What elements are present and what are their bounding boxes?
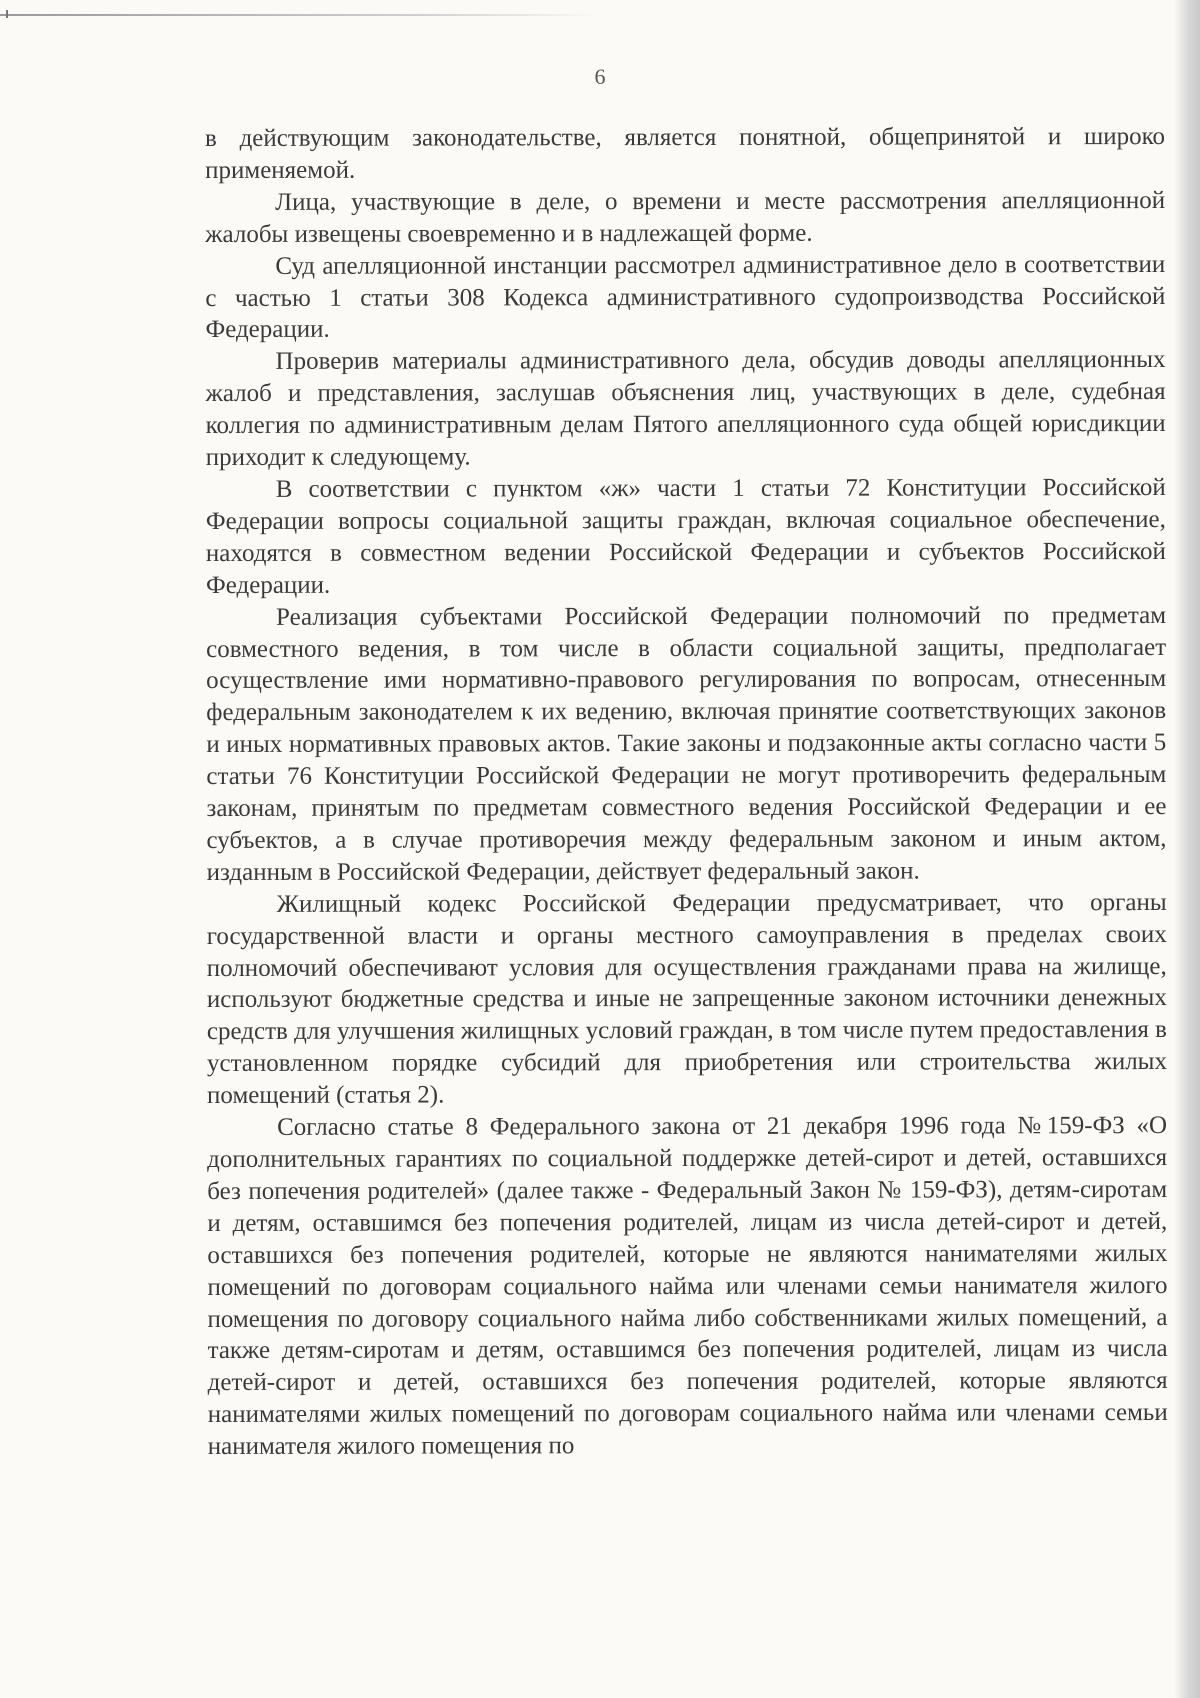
document-body: [205, 121, 1168, 1463]
paragraph-panel-conclusion: Проверив материалы административного дела, обсудив доводы апелляционных жалоб и представления, заслушав объяснения лиц, участвующих в деле, судебная коллегия по административным делам Пятого апелляционного суда общей юрисдикции приходит к следующему.: [205, 346, 1166, 472]
paragraph-continuation: в действующим законодательстве, является понятной, общепринятой и широко применяемой.: [205, 122, 1166, 184]
scan-top-edge: [0, 14, 600, 16]
paragraph-joint-jurisdiction: Реализация субъектами Российской Федерации полномочий по предметам совместного ведения, в том числе в области социальной защиты, предполагает осуществление ими нормативно-правового регулирования по вопросам, отнесенным федеральным законодателем к их ведению, включая принятие соответствующих законов и иных нормативных правовых актов. Такие законы и подзаконные акты согласно части 5 статьи 76 Конституции Российской Федерации не могут противоречить федеральным законам, принятым по предметам совместного ведения Российской Федерации и ее субъектов, а в случае противоречия между федеральным законом и иным актом, изданным в Российской Федерации, действует федеральный закон.: [206, 601, 1167, 886]
scan-right-edge-shadow: [1174, 0, 1200, 1698]
paragraph-constitution-article-72: В соответствии с пунктом «ж» части 1 статьи 72 Конституции Российской Федерации вопросы социальной защиты граждан, включая социальное обеспечение, находятся в совместном ведении Российской Федерации и субъектов Российской Федерации.: [205, 473, 1166, 599]
paragraph-housing-code: Жилищный кодекс Российской Федерации предусматривает, что органы государственной власти и органы местного самоуправления в пределах своих полномочий обеспечивают условия для осуществления гражданами права на жилище, используют бюджетные средства и иные не запрещенные законом источники денежных средств для улучшения жилищных условий граждан, в том числе путем предоставления в установленном порядке субсидий для приобретения или строительства жилых помещений (статья 2).: [206, 888, 1167, 1110]
page-number: 6: [594, 64, 606, 89]
paragraph-participants-notified: Лица, участвующие в деле, о времени и месте рассмотрения апелляционной жалобы извещены своевременно и в надлежащей форме.: [205, 186, 1166, 248]
paragraph-federal-law-159: Согласно статье 8 Федерального закона от 21 декабря 1996 года №159-ФЗ «О дополнительных гарантиях по социальной поддержке детей-сирот и детей, оставшихся без попечения родителей» (далее также - Федеральный Закон № 159-ФЗ), детям-сиротам и детям, оставшимся без попечения родителей, лицам из числа детей-сирот и детей, оставшихся без попечения родителей, которые не являются нанимателями жилых помещений по договорам социального найма или членами семьи нанимателя жилого помещения по договору социального найма либо собственниками жилых помещений, а также детям-сиротам и детям, оставшимся без попечения родителей, лицам из числа детей-сирот и детей, оставшихся без попечения родителей, которые являются нанимателями жилых помещений по договорам социального найма или членами семьи нанимателя жилого помещения по: [207, 1112, 1168, 1461]
scan-corner-mark: [6, 10, 8, 18]
paragraph-court-review: Суд апелляционной инстанции рассмотрел административное дело в соответствии с частью 1 статьи 308 Кодекса административного судопроизводства Российской Федерации.: [205, 250, 1166, 344]
